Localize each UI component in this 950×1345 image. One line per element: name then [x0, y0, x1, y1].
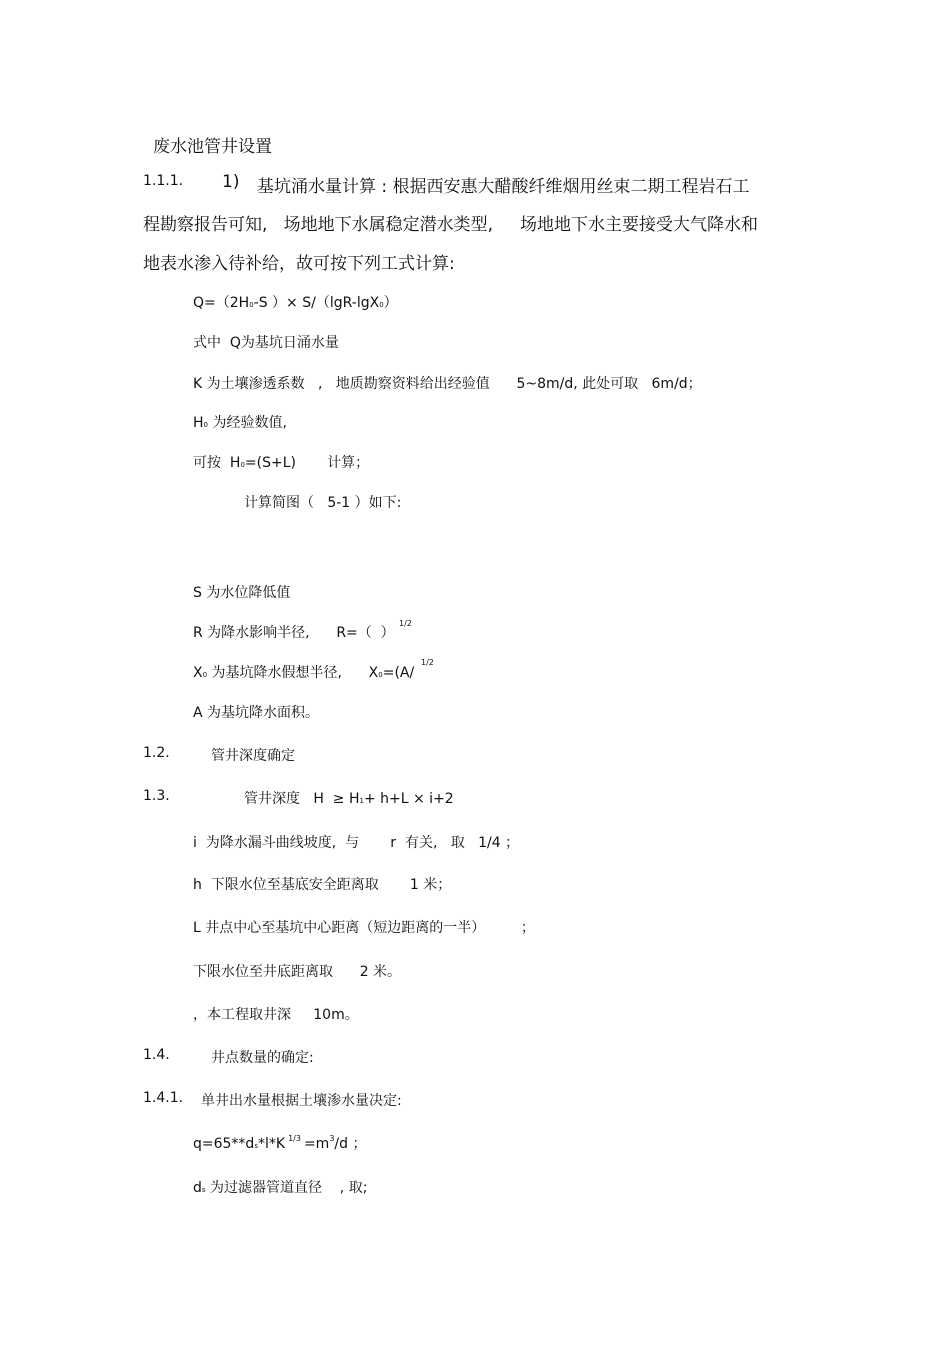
- item-number: 1): [222, 172, 240, 192]
- well-depth-line: ，本工程取井深 10m。: [193, 1007, 359, 1023]
- q-exponent-2: 3: [329, 1134, 335, 1143]
- paragraph-line-1: 基坑涌水量计算 : 根据西安惠大醋酸纤维烟用丝束二期工程岩石工: [257, 177, 750, 197]
- x0-part-a: X: [193, 665, 203, 681]
- h0-line: [193, 412, 287, 432]
- h0-calc-part-a: 可按 H: [193, 455, 241, 471]
- s-line: S 为水位降低值: [193, 585, 291, 601]
- ds-line: [193, 1177, 367, 1197]
- section-number-1-1-1: 1.1.1.: [143, 173, 184, 189]
- where-q-line: 式中 Q为基坑日涌水量: [193, 335, 339, 351]
- q-formula: [193, 1133, 366, 1153]
- h0-calc-line: [193, 452, 369, 472]
- x0-part-c: =(A/: [382, 665, 415, 681]
- l-line: L 井点中心至基坑中心距离（短边距离的一半） ；: [193, 920, 535, 936]
- q-part-b: *l*K: [257, 1136, 286, 1152]
- h0-calc-part-b: =(S+L) 计算；: [244, 455, 370, 471]
- x0-line: [193, 662, 414, 682]
- ds-sub: s: [201, 1186, 206, 1194]
- section-title-1-3: [244, 788, 454, 808]
- formula-q-part-b: -S ）× S/（lgR-lgX: [253, 295, 380, 311]
- formula-q-part-c: ）: [383, 295, 398, 311]
- section-number-1-2: 1.2.: [143, 745, 170, 761]
- paragraph-line-2: 程勘察报告可知, 场地地下水属稳定潜水类型, 场地地下水主要接受大气降水和: [143, 215, 759, 235]
- x0-line-exponent: 1/2: [421, 658, 434, 667]
- k-line: K 为土壤渗透系数 , 地质勘察资料给出经验值 5~8m/d, 此处可取 6m/d；: [193, 376, 702, 392]
- x0-sub-2: 0: [378, 671, 383, 679]
- r-line-exponent: 1/2: [399, 619, 412, 628]
- ds-part-a: d: [193, 1180, 202, 1196]
- section-title-1-4: 井点数量的确定:: [211, 1050, 314, 1066]
- section-number-1-3: 1.3.: [143, 788, 170, 804]
- h0-calc-sub: 0: [240, 461, 245, 469]
- formula-q-part-a: Q=（2H: [193, 295, 250, 311]
- x0-part-b: 为基坑降水假想半径, X: [207, 665, 379, 681]
- ds-part-b: 为过滤器管道直径 , 取;: [205, 1180, 368, 1196]
- section-number-1-4: 1.4.: [143, 1047, 170, 1063]
- document-title: 废水池管井设置: [153, 137, 272, 157]
- s13-part-b: + h+L × i+2: [363, 791, 454, 807]
- s13-sub: 1: [359, 797, 364, 805]
- lower-limit-line: 下限水位至井底距离取 2 米。: [193, 964, 402, 980]
- q-part-c: =m: [303, 1136, 330, 1152]
- i-line: i 为降水漏斗曲线坡度, 与 r 有关, 取 1/4 ；: [193, 835, 520, 851]
- h0-part-a: H: [193, 415, 204, 431]
- a-line: A 为基坑降水面积。: [193, 705, 320, 721]
- formula-q: [193, 292, 398, 312]
- section-title-1-4-1: 单井出水量根据土壤渗水量决定:: [201, 1093, 402, 1109]
- q-part-a: q=65**d: [193, 1136, 255, 1152]
- h0-sub: 0: [203, 421, 208, 429]
- h0-part-b: 为经验数值,: [208, 415, 287, 431]
- section-title-1-2: 管井深度确定: [211, 748, 295, 764]
- r-line: R 为降水影响半径, R=（ ）: [193, 625, 395, 641]
- q-sub: s: [254, 1142, 258, 1150]
- paragraph-line-3: 地表水渗入待补给，故可按下列工式计算:: [143, 254, 455, 274]
- diagram-caption: 计算简图（ 5-1 ）如下:: [244, 495, 402, 511]
- h-line: h 下限水位至基底安全距离取 1 米；: [193, 877, 452, 893]
- q-exponent: 1/3: [288, 1134, 301, 1143]
- q-part-d: /d ；: [334, 1136, 367, 1152]
- s13-part-a: 管井深度 H ≥ H: [244, 791, 360, 807]
- formula-q-sub-b: 0: [379, 301, 384, 309]
- formula-q-sub-a: 0: [249, 301, 254, 309]
- x0-sub: 0: [202, 671, 208, 679]
- section-number-1-4-1: 1.4.1.: [143, 1090, 184, 1106]
